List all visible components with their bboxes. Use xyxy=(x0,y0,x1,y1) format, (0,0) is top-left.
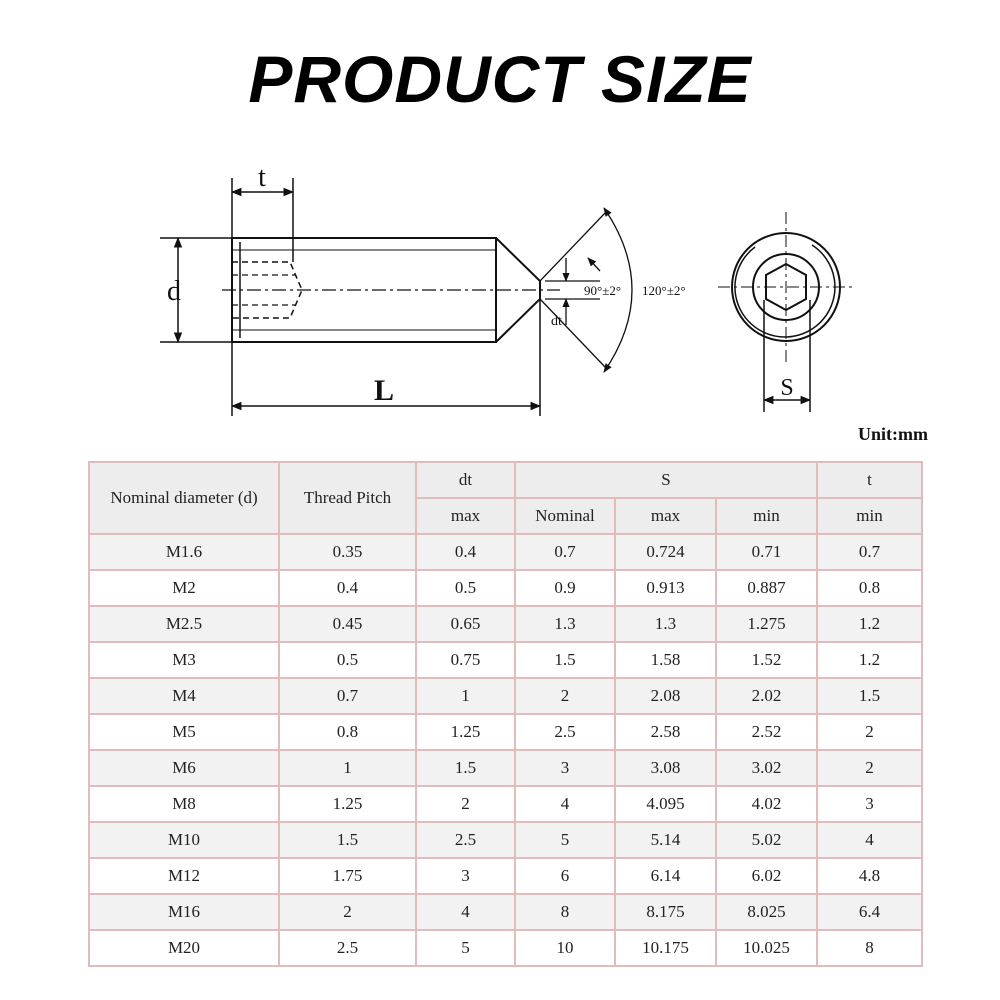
cell-s-min: 10.025 xyxy=(716,930,817,966)
header-dt: dt xyxy=(416,462,515,498)
cell-s-max: 6.14 xyxy=(615,858,716,894)
cell-s-min: 4.02 xyxy=(716,786,817,822)
cell-s-min: 1.275 xyxy=(716,606,817,642)
cell-s-min: 0.887 xyxy=(716,570,817,606)
label-d: d xyxy=(167,276,181,307)
cell-pitch: 1.25 xyxy=(279,786,416,822)
cell-pitch: 0.5 xyxy=(279,642,416,678)
cell-pitch: 2.5 xyxy=(279,930,416,966)
cell-pitch: 0.35 xyxy=(279,534,416,570)
cell-s-max: 2.08 xyxy=(615,678,716,714)
unit-label: Unit:mm xyxy=(858,424,928,444)
cell-s-nominal: 10 xyxy=(515,930,615,966)
cell-nominal: M20 xyxy=(89,930,279,966)
table-row xyxy=(89,534,922,570)
cell-s-max: 5.14 xyxy=(615,822,716,858)
cell-pitch: 1 xyxy=(279,750,416,786)
header-s-max: max xyxy=(615,498,716,534)
cell-s-max: 1.58 xyxy=(615,642,716,678)
cell-dt-max: 2.5 xyxy=(416,822,515,858)
cell-dt-max: 0.4 xyxy=(416,534,515,570)
cell-dt-max: 1.5 xyxy=(416,750,515,786)
cell-s-min: 0.71 xyxy=(716,534,817,570)
cell-t-min: 3 xyxy=(817,786,922,822)
header-t-min: min xyxy=(817,498,922,534)
cell-s-min: 3.02 xyxy=(716,750,817,786)
cell-nominal: M12 xyxy=(89,858,279,894)
label-L: L xyxy=(373,374,395,407)
cell-s-nominal: 1.5 xyxy=(515,642,615,678)
cell-dt-max: 2 xyxy=(416,786,515,822)
screw-side-view xyxy=(222,238,560,342)
table-row xyxy=(89,894,922,930)
cell-s-nominal: 2 xyxy=(515,678,615,714)
label-angle-90: 90°±2° xyxy=(584,283,622,298)
cell-pitch: 0.4 xyxy=(279,570,416,606)
table-row xyxy=(89,822,922,858)
cell-s-nominal: 0.7 xyxy=(515,534,615,570)
cell-dt-max: 1 xyxy=(416,678,515,714)
cell-dt-max: 5 xyxy=(416,930,515,966)
cell-t-min: 1.5 xyxy=(817,678,922,714)
cell-pitch: 2 xyxy=(279,894,416,930)
cell-nominal: M10 xyxy=(89,822,279,858)
cell-nominal: M16 xyxy=(89,894,279,930)
cell-nominal: M4 xyxy=(89,678,279,714)
cell-dt-max: 0.65 xyxy=(416,606,515,642)
cell-pitch: 1.75 xyxy=(279,858,416,894)
cell-dt-max: 4 xyxy=(416,894,515,930)
cell-s-min: 2.02 xyxy=(716,678,817,714)
cell-t-min: 8 xyxy=(817,930,922,966)
cell-pitch: 0.45 xyxy=(279,606,416,642)
cell-s-max: 8.175 xyxy=(615,894,716,930)
cell-s-min: 5.02 xyxy=(716,822,817,858)
cell-s-min: 1.52 xyxy=(716,642,817,678)
cell-s-nominal: 4 xyxy=(515,786,615,822)
cell-nominal: M5 xyxy=(89,714,279,750)
label-dt: dt xyxy=(551,314,562,329)
cell-nominal: M3 xyxy=(89,642,279,678)
table-row xyxy=(89,714,922,750)
cell-s-nominal: 6 xyxy=(515,858,615,894)
cell-s-nominal: 1.3 xyxy=(515,606,615,642)
table-row xyxy=(89,930,922,966)
cell-t-min: 1.2 xyxy=(817,606,922,642)
cell-t-min: 0.7 xyxy=(817,534,922,570)
cell-s-max: 1.3 xyxy=(615,606,716,642)
cell-pitch: 0.8 xyxy=(279,714,416,750)
table-row xyxy=(89,786,922,822)
cell-t-min: 6.4 xyxy=(817,894,922,930)
set-screw-drawing xyxy=(0,150,1000,430)
cell-s-min: 8.025 xyxy=(716,894,817,930)
screw-end-view xyxy=(718,212,854,362)
cell-s-max: 4.095 xyxy=(615,786,716,822)
cell-dt-max: 3 xyxy=(416,858,515,894)
cell-s-max: 10.175 xyxy=(615,930,716,966)
cell-t-min: 2 xyxy=(817,714,922,750)
cell-nominal: M1.6 xyxy=(89,534,279,570)
header-s-min: min xyxy=(716,498,817,534)
cell-nominal: M2 xyxy=(89,570,279,606)
cell-nominal: M6 xyxy=(89,750,279,786)
cell-nominal: M2.5 xyxy=(89,606,279,642)
cell-s-min: 2.52 xyxy=(716,714,817,750)
label-angle-120: 120°±2° xyxy=(642,283,686,298)
cell-s-min: 6.02 xyxy=(716,858,817,894)
cell-s-nominal: 2.5 xyxy=(515,714,615,750)
cell-t-min: 4 xyxy=(817,822,922,858)
cell-pitch: 0.7 xyxy=(279,678,416,714)
cell-t-min: 0.8 xyxy=(817,570,922,606)
cell-s-nominal: 8 xyxy=(515,894,615,930)
label-t: t xyxy=(258,162,266,193)
cell-s-nominal: 3 xyxy=(515,750,615,786)
cell-s-max: 2.58 xyxy=(615,714,716,750)
table-row xyxy=(89,606,922,642)
table-row xyxy=(89,678,922,714)
cell-s-max: 0.724 xyxy=(615,534,716,570)
cell-t-min: 2 xyxy=(817,750,922,786)
cell-t-min: 1.2 xyxy=(817,642,922,678)
page-title: PRODUCT SIZE xyxy=(248,42,752,116)
cell-pitch: 1.5 xyxy=(279,822,416,858)
header-dt-max: max xyxy=(416,498,515,534)
cell-nominal: M8 xyxy=(89,786,279,822)
header-thread-pitch: Thread Pitch xyxy=(279,462,416,534)
size-spec-table xyxy=(88,461,923,967)
table-row xyxy=(89,570,922,606)
header-nominal-diameter: Nominal diameter (d) xyxy=(89,462,279,534)
cell-t-min: 4.8 xyxy=(817,858,922,894)
table-header-row xyxy=(89,462,922,498)
cell-dt-max: 0.75 xyxy=(416,642,515,678)
table-row xyxy=(89,642,922,678)
table-body xyxy=(89,534,922,966)
cell-dt-max: 1.25 xyxy=(416,714,515,750)
label-s: S xyxy=(780,375,794,401)
header-t: t xyxy=(817,462,922,498)
header-s-nominal: Nominal xyxy=(515,498,615,534)
cell-dt-max: 0.5 xyxy=(416,570,515,606)
cell-s-nominal: 5 xyxy=(515,822,615,858)
table-row xyxy=(89,858,922,894)
cell-s-max: 3.08 xyxy=(615,750,716,786)
cell-s-max: 0.913 xyxy=(615,570,716,606)
header-s: S xyxy=(515,462,817,498)
table-row xyxy=(89,750,922,786)
cell-s-nominal: 0.9 xyxy=(515,570,615,606)
